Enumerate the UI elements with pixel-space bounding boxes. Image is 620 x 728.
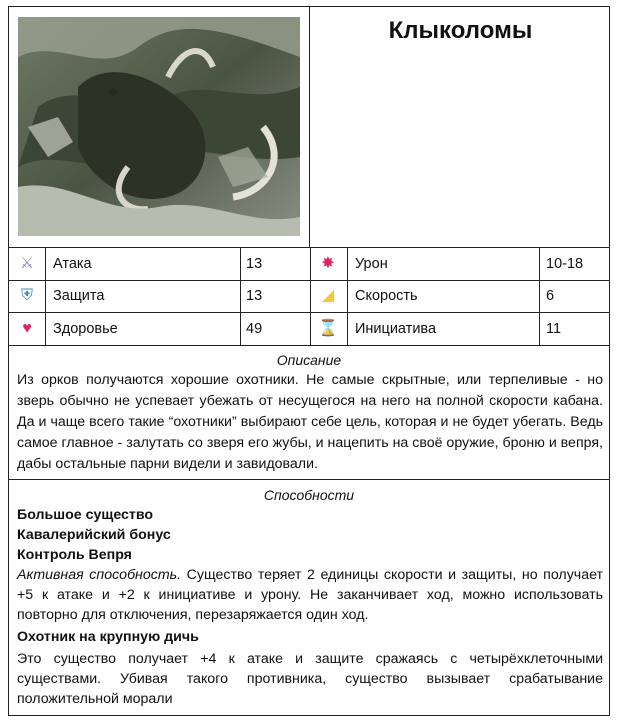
description-heading: Описание	[276, 352, 342, 368]
stat-label-defense: Защита	[53, 288, 105, 304]
stat-label-attack: Атака	[53, 256, 92, 272]
ability-text-big-game-hunter: Это существо получает +4 к атаке и защите сражаясь с четырёхклеточными существами. Убивая такого противника, существо вызывает срабатывание положительной морали	[17, 651, 603, 707]
heart-icon: ♥	[22, 320, 32, 337]
boot-icon: ◢	[321, 287, 335, 304]
stat-value-attack: 13	[246, 256, 263, 272]
stat-label-health: Здоровье	[53, 321, 118, 337]
creature-card	[8, 6, 610, 716]
ability-type-active: Активная способность.	[17, 567, 182, 583]
abilities-list	[17, 505, 603, 709]
stat-label-initiative: Инициатива	[355, 321, 437, 337]
stat-value-speed: 6	[546, 288, 555, 304]
stat-value-damage: 10-18	[546, 256, 584, 272]
stat-value-defense: 13	[246, 288, 263, 304]
stat-label-damage: Урон	[355, 256, 388, 272]
stat-label-speed: Скорость	[355, 288, 418, 304]
description-text: Из орков получаются хорошие охотники. Не самые скрытные, или терпеливые - но зверь обычно не успевает убежать от несущегося на него на полной скорости кабана. Да и чаще всего такие “охотники” выбирают себе цель, которая и не будет убегать. Ведь самое главное - залутать со зверя его жубы, и нацепить на своё оружие, броню и вепря, дабы остальные парни видели и завидовали.	[17, 372, 603, 472]
ability-text-boar-control: Существо теряет 2 единицы скорости и защиты, но получает +5 к атаке и +2 к инициативе и урону. Не заканчивает ход, можно использовать повторно для отключения, перезаряжается один ход.	[17, 567, 603, 623]
explosion-icon: ✸	[321, 255, 335, 272]
ability-name-big-game-hunter: Охотник на крупную дичь	[17, 629, 199, 645]
orc-boar-rider-image	[18, 17, 300, 236]
ability-name-large-creature: Большое существо	[17, 507, 154, 523]
swords-icon: ⚔	[19, 255, 35, 272]
creature-name: Клыколомы	[388, 17, 533, 44]
shield-icon: ⛨	[20, 287, 33, 304]
ability-name-boar-control: Контроль Вепря	[17, 547, 132, 563]
creature-portrait	[18, 17, 300, 236]
abilities-heading: Способности	[263, 487, 355, 503]
stat-value-initiative: 11	[546, 321, 562, 337]
hourglass-icon: ⌛	[318, 320, 338, 337]
ability-name-cavalry-bonus: Кавалерийский бонус	[17, 527, 171, 543]
stat-value-health: 49	[246, 321, 263, 337]
